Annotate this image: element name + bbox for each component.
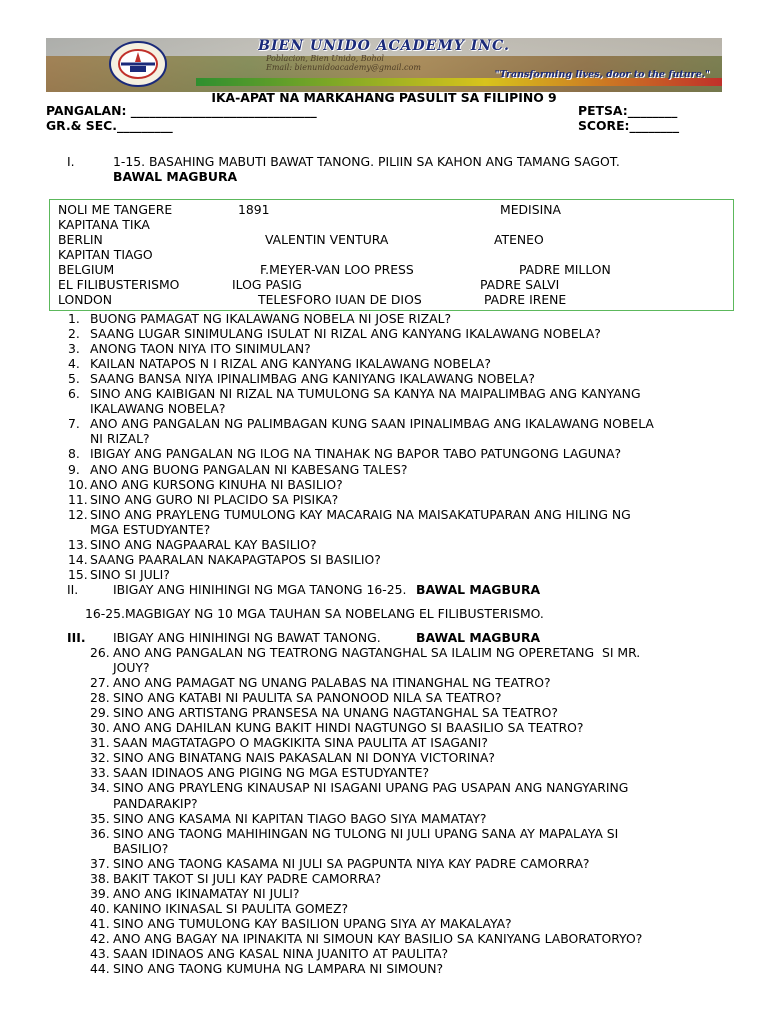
question-number: 33. bbox=[90, 765, 110, 781]
question-number: 29. bbox=[90, 705, 110, 721]
question-text: ANO ANG PAMAGAT NG UNANG PALABAS NA ITINANGHAL NG TEATRO? bbox=[113, 675, 551, 691]
question-text: SAANG PAARALAN NAKAPAGTAPOS SI BASILIO? bbox=[90, 551, 381, 567]
question-text: IBIGAY ANG PANGALAN NG ILOG NA TINAHAK NG BAPOR TABO PATUNGONG LAGUNA? bbox=[90, 446, 622, 462]
choice-item: KAPITANA TIKA bbox=[58, 217, 150, 232]
question-text: SAAN IDINAOS ANG PIGING NG MGA ESTUDYANTE? bbox=[113, 765, 430, 781]
choice-item: PADRE IRENE bbox=[484, 292, 567, 307]
part2-instruction: IBIGAY ANG HINIHINGI NG MGA TANONG 16-25. bbox=[113, 582, 407, 597]
question-number: 39. bbox=[90, 885, 110, 901]
question-number: 11. bbox=[68, 491, 88, 507]
part2-warning: BAWAL MAGBURA bbox=[416, 582, 541, 597]
part3-roman: III. bbox=[67, 630, 86, 645]
question-number: 3. bbox=[68, 341, 80, 357]
school-seal-logo bbox=[108, 40, 168, 88]
choice-item: PADRE MILLON bbox=[519, 262, 611, 277]
exam-title: IKA-APAT NA MARKAHANG PASULIT SA FILIPINO 9 bbox=[211, 90, 557, 105]
question-text: SINO ANG PRAYLENG TUMULONG KAY MACARAIG NA MAISAKATUPARAN ANG HILING NG bbox=[90, 506, 631, 522]
question-text: BASILIO? bbox=[113, 840, 169, 856]
choice-item: VALENTIN VENTURA bbox=[265, 232, 389, 247]
question-text: SAAN IDINAOS ANG KASAL NINA JUANITO AT PAULITA? bbox=[113, 946, 449, 961]
question-number: 13. bbox=[68, 536, 88, 552]
question-number: 44. bbox=[90, 961, 110, 977]
choice-item: ILOG PASIG bbox=[232, 277, 302, 292]
question-number: 36. bbox=[90, 825, 110, 841]
choice-item: EL FILIBUSTERISMO bbox=[58, 277, 180, 292]
choice-item: BELGIUM bbox=[58, 262, 115, 277]
question-text: BAKIT TAKOT SI JULI KAY PADRE CAMORRA? bbox=[113, 870, 382, 886]
part1-instruction: 1-15. BASAHING MABUTI BAWAT TANONG. PILIIN SA KAHON ANG TAMANG SAGOT. bbox=[113, 154, 620, 169]
question-text: SINO ANG TAONG KASAMA NI JULI SA PAGPUNTA NIYA KAY PADRE CAMORRA? bbox=[113, 855, 590, 871]
question-text: MGA ESTUDYANTE? bbox=[90, 521, 211, 537]
question-text: SINO ANG NAGPAARAL KAY BASILIO? bbox=[90, 536, 317, 552]
question-text: ANO ANG PANGALAN NG PALIMBAGAN KUNG SAAN IPINALIMBAG ANG IKALAWANG NOBELA bbox=[90, 416, 654, 432]
date-field[interactable]: PETSA:________ bbox=[578, 103, 678, 118]
school-tagline: "Transforming lives, door to the future." bbox=[494, 69, 710, 80]
question-text: IKALAWANG NOBELA? bbox=[90, 401, 226, 417]
question-number: 10. bbox=[68, 476, 88, 492]
question-text: SINO ANG KASAMA NI KAPITAN TIAGO BAGO SIYA MAMATAY? bbox=[113, 810, 487, 826]
question-text: ANO ANG PANGALAN NG TEATRONG NAGTANGHAL SA ILALIM NG OPERETANG SI MR. bbox=[113, 645, 641, 660]
choice-item: 1891 bbox=[238, 202, 270, 217]
question-number: 28. bbox=[90, 690, 110, 706]
question-text: SINO ANG PRAYLENG KINAUSAP NI ISAGANI UPANG PAG USAPAN ANG NANGYARING bbox=[113, 780, 629, 796]
question-text: ANO ANG KURSONG KINUHA NI BASILIO? bbox=[90, 476, 343, 492]
question-number: 8. bbox=[68, 446, 80, 462]
question-text: BUONG PAMAGAT NG IKALAWANG NOBELA NI JOSE RIZAL? bbox=[90, 311, 452, 326]
question-text: SINO ANG TAONG KUMUHA NG LAMPARA NI SIMOUN? bbox=[113, 961, 444, 977]
score-field[interactable]: SCORE:________ bbox=[578, 118, 680, 133]
choice-item: KAPITAN TIAGO bbox=[58, 247, 153, 262]
question-number: 32. bbox=[90, 750, 110, 766]
question-number: 12. bbox=[68, 506, 88, 522]
question-number: 1. bbox=[68, 311, 80, 326]
name-field[interactable]: PANGALAN: ______________________________ bbox=[46, 103, 317, 118]
question-number: 34. bbox=[90, 780, 110, 796]
question-text: NI RIZAL? bbox=[90, 431, 150, 447]
question-number: 6. bbox=[68, 386, 80, 402]
question-text: SINO SI JULI? bbox=[90, 566, 170, 582]
question-text: PANDARAKIP? bbox=[113, 795, 198, 811]
part2-task: 16-25.MAGBIGAY NG 10 MGA TAUHAN SA NOBELANG EL FILIBUSTERISMO. bbox=[85, 606, 544, 621]
part1-warning: BAWAL MAGBURA bbox=[113, 169, 238, 184]
question-text: ANO ANG IKINAMATAY NI JULI? bbox=[113, 885, 300, 901]
school-address: Poblacion, Bien Unido, Bohol bbox=[266, 54, 384, 63]
question-number: 42. bbox=[90, 930, 110, 946]
question-text: SINO ANG BINATANG NAIS PAKASALAN NI DONYA VICTORINA? bbox=[113, 750, 495, 766]
question-text: ANO ANG DAHILAN KUNG BAKIT HINDI NAGTUNGO SI BAASILIO SA TEATRO? bbox=[113, 720, 584, 736]
question-text: KANINO IKINASAL SI PAULITA GOMEZ? bbox=[113, 900, 349, 916]
question-number: 41. bbox=[90, 915, 110, 931]
question-number: 43. bbox=[90, 946, 110, 961]
question-number: 26. bbox=[90, 645, 110, 660]
choice-item: TELESFORO IUAN DE DIOS bbox=[258, 292, 422, 307]
choice-item: LONDON bbox=[58, 292, 113, 307]
choice-item: ATENEO bbox=[494, 232, 544, 247]
question-text: SAANG BANSA NIYA IPINALIMBAG ANG KANIYANG IKALAWANG NOBELA? bbox=[90, 371, 535, 387]
question-text: SINO ANG TUMULONG KAY BASILION UPANG SIYA AY MAKALAYA? bbox=[113, 915, 512, 931]
school-name: BIEN UNIDO ACADEMY INC. bbox=[258, 38, 510, 54]
part1-roman: I. bbox=[67, 154, 75, 169]
question-number: 9. bbox=[68, 461, 80, 477]
choice-item: PADRE SALVI bbox=[480, 277, 560, 292]
part2-roman: II. bbox=[67, 582, 79, 597]
question-text: SAAN MAGTATAGPO O MAGKIKITA SINA PAULITA AT ISAGANI? bbox=[113, 735, 488, 751]
question-text: KAILAN NATAPOS N I RIZAL ANG KANYANG IKALAWANG NOBELA? bbox=[90, 356, 491, 372]
question-number: 31. bbox=[90, 735, 110, 751]
question-text: SINO ANG KAIBIGAN NI RIZAL NA TUMULONG SA KANYA NA MAIPALIMBAG ANG KANYANG bbox=[90, 386, 641, 402]
question-number: 35. bbox=[90, 810, 110, 826]
question-number: 2. bbox=[68, 326, 80, 342]
question-number: 5. bbox=[68, 371, 80, 387]
question-number: 30. bbox=[90, 720, 110, 736]
question-text: ANONG TAON NIYA ITO SINIMULAN? bbox=[90, 341, 311, 357]
question-text: SAANG LUGAR SINIMULANG ISULAT NI RIZAL ANG KANYANG IKALAWANG NOBELA? bbox=[90, 326, 601, 342]
choice-item: F.MEYER-VAN LOO PRESS bbox=[260, 262, 414, 277]
question-text: SINO ANG TAONG MAHIHINGAN NG TULONG NI JULI UPANG SANA AY MAPALAYA SI bbox=[113, 825, 619, 841]
school-email: Email: bienunidoacademy@gmail.com bbox=[266, 63, 421, 72]
question-text: JOUY? bbox=[113, 660, 150, 676]
question-number: 40. bbox=[90, 900, 110, 916]
question-text: ANO ANG BUONG PANGALAN NI KABESANG TALES? bbox=[90, 461, 408, 477]
question-number: 7. bbox=[68, 416, 80, 432]
grade-section-field[interactable]: GR.& SEC._________ bbox=[46, 118, 173, 133]
question-text: SINO ANG KATABI NI PAULITA SA PANONOOD NILA SA TEATRO? bbox=[113, 690, 502, 706]
question-text: SINO ANG ARTISTANG PRANSESA NA UNANG NAGTANGHAL SA TEATRO? bbox=[113, 705, 558, 721]
question-number: 14. bbox=[68, 551, 88, 567]
question-number: 15. bbox=[68, 566, 88, 582]
question-text: ANO ANG BAGAY NA IPINAKITA NI SIMOUN KAY BASILIO SA KANIYANG LABORATORYO? bbox=[113, 930, 643, 946]
choice-item: NOLI ME TANGERE bbox=[58, 202, 173, 217]
part3-warning: BAWAL MAGBURA bbox=[416, 630, 541, 645]
choice-item: MEDISINA bbox=[500, 202, 561, 217]
question-number: 4. bbox=[68, 356, 80, 372]
question-number: 38. bbox=[90, 870, 110, 886]
choice-item: BERLIN bbox=[58, 232, 103, 247]
question-number: 27. bbox=[90, 675, 110, 691]
question-number: 37. bbox=[90, 855, 110, 871]
part3-instruction: IBIGAY ANG HINIHINGI NG BAWAT TANONG. bbox=[113, 630, 381, 645]
question-text: SINO ANG GURO NI PLACIDO SA PISIKA? bbox=[90, 491, 339, 507]
